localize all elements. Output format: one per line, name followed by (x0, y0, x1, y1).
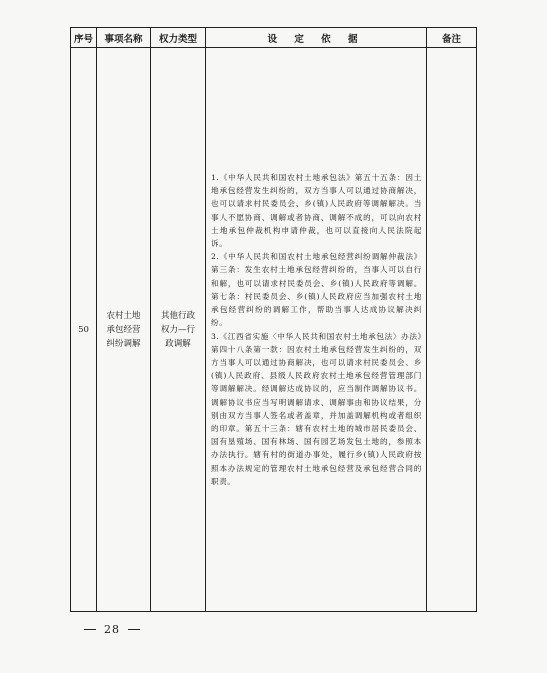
header-serial-number: 序号 (71, 28, 97, 48)
row-legal-basis: 1.《中华人民共和国农村土地承包法》第五十五条：因土地承包经营发生纠纷的，双方当事人可以通过协商解决，也可以请求村民委员会、乡(镇)人民政府等调解解决。当事人不愿协商、调解或者协商、调解不成的，可以向农村土地承包仲裁机构申请仲裁，也可以直接向人民法院起诉。 2.《中华人民共和国农村土地承包经营纠纷调解仲裁法》第三条：发生农村土地承包经营纠纷的，当事人可以自行和解，也可以请求村民委员会、乡(镇)人民政府等调解。第七条：村民委员会、乡(镇)人民政府应当加强农村土地承包经营纠纷的调解工作，帮助当事人达成协议解决纠纷。 3.《江西省实施〈中华人民共和国农村土地承包法〉办法》第四十八条第一款：因农村土地承包经营发生纠纷的，双方当事人可以通过协商解决，也可以请求村民委员会、乡(镇)人民政府、县级人民政府农村土地承包经营管理部门等调解解决。经调解达成协议的，应当制作调解协议书。调解协议书应当写明调解请求、调解事由和协议结果，分别由双方当事人签名或者盖章，并加盖调解机构或者组织的印章。第五十三条：辖有农村土地的城市居民委员会、国有垦殖场、国有林场、国有园艺场发包土地的，参照本办法执行。辖有村的街道办事处，履行乡(镇)人民政府按照本办法规定的管理农村土地承包经营及承包经营合同的职责。 (211, 173, 422, 486)
table-header-row (71, 28, 477, 48)
header-remark: 备注 (427, 28, 477, 48)
page-number: 28 (104, 623, 120, 636)
header-item-name: 事项名称 (97, 28, 151, 48)
header-legal-basis: 设 定 依 据 (206, 28, 427, 48)
row-serial-number: 50 (71, 48, 97, 612)
left-dash (84, 629, 96, 630)
row-item-name: 农村土地承包经营纠纷调解 (97, 48, 151, 612)
table-row (71, 48, 477, 612)
header-power-type: 权力类型 (151, 28, 206, 48)
right-dash (128, 629, 140, 630)
row-power-type: 其他行政权力—行政调解 (151, 48, 206, 612)
row-legal-basis-cell (206, 48, 427, 612)
page-number-footer (84, 623, 140, 636)
power-list-table (70, 27, 477, 612)
row-remark (427, 48, 477, 612)
